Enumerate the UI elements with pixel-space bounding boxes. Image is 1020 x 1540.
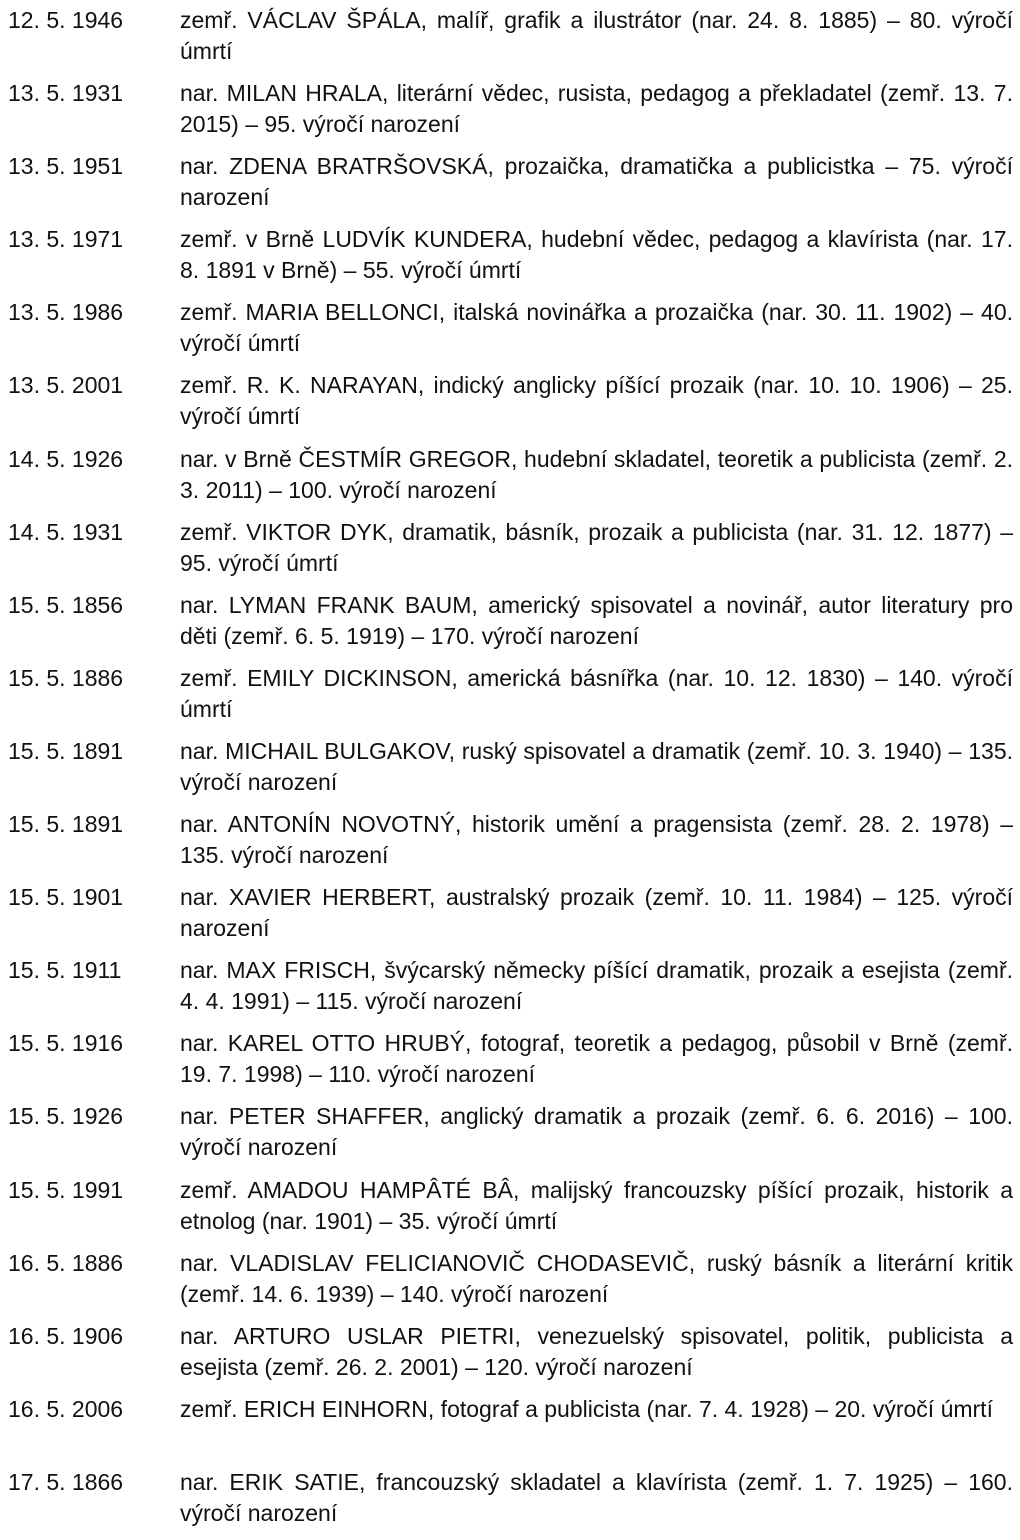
list-item xyxy=(0,1394,1020,1467)
list-item xyxy=(0,517,1020,590)
entry-date: 15. 5. 1901 xyxy=(8,884,124,911)
entry-text: nar. KAREL OTTO HRUBÝ, fotograf, teoretik a pedagog, působil v Brně (zemř. 19. 7. 1998) – 110. výročí narození xyxy=(180,1030,1013,1088)
entry-date: 16. 5. 1906 xyxy=(8,1322,124,1349)
list-item xyxy=(0,78,1020,151)
entry-date: 17. 5. 1866 xyxy=(8,1468,124,1495)
entry-date: 14. 5. 1931 xyxy=(8,518,124,545)
entry-text: nar. PETER SHAFFER, anglický dramatik a prozaik (zemř. 6. 6. 2016) – 100. výročí narození xyxy=(180,1103,1013,1161)
entry-date: 15. 5. 1916 xyxy=(8,1030,124,1057)
entry-text: nar. MICHAIL BULGAKOV, ruský spisovatel a dramatik (zemř. 10. 3. 1940) – 135. výročí narození xyxy=(180,737,1013,795)
entry-text: nar. ANTONÍN NOVOTNÝ, historik umění a pragensista (zemř. 28. 2. 1978) – 135. výročí narození xyxy=(180,811,1013,869)
entry-text: nar. LYMAN FRANK BAUM, americký spisovatel a novinář, autor literatury pro děti (zemř. 6. 5. 1919) – 170. výročí narození xyxy=(180,591,1013,649)
list-item xyxy=(0,5,1020,78)
list-item xyxy=(0,151,1020,224)
list-item xyxy=(0,882,1020,955)
list-item xyxy=(0,1028,1020,1101)
entry-date: 13. 5. 2001 xyxy=(8,372,124,399)
entry-date: 13. 5. 1986 xyxy=(8,299,124,326)
entry-text: nar. MILAN HRALA, literární vědec, rusista, pedagog a překladatel (zemř. 13. 7. 2015) – 95. výročí narození xyxy=(180,80,1013,138)
entry-date: 12. 5. 1946 xyxy=(8,7,124,33)
list-item xyxy=(0,297,1020,370)
entry-date: 15. 5. 1891 xyxy=(8,737,124,764)
entry-text: zemř. v Brně LUDVÍK KUNDERA, hudební vědec, pedagog a klavírista (nar. 17. 8. 1891 v Brně) – 55. výročí úmrtí xyxy=(180,226,1013,284)
entry-text: zemř. AMADOU HAMPÂTÉ BÂ, malijský francouzsky píšící prozaik, historik a etnolog (nar. 1901) – 35. výročí úmrtí xyxy=(180,1176,1013,1234)
entry-text: zemř. ERICH EINHORN, fotograf a publicista (nar. 7. 4. 1928) – 20. výročí úmrtí xyxy=(180,1395,993,1422)
entry-text: zemř. VIKTOR DYK, dramatik, básník, prozaik a publicista (nar. 31. 12. 1877) – 95. výročí úmrtí xyxy=(180,518,1013,576)
list-item xyxy=(0,590,1020,663)
entry-text: zemř. VÁCLAV ŠPÁLA, malíř, grafik a ilustrátor (nar. 24. 8. 1885) – 80. výročí úmrtí xyxy=(180,7,1013,64)
list-item xyxy=(0,444,1020,517)
entry-date: 15. 5. 1891 xyxy=(8,811,124,838)
entry-date: 15. 5. 1856 xyxy=(8,591,124,618)
entry-text: nar. v Brně ČESTMÍR GREGOR, hudební skladatel, teoretik a publicista (zemř. 2. 3. 2011) – 100. výročí narození xyxy=(180,445,1013,503)
entry-date: 13. 5. 1971 xyxy=(8,226,124,253)
list-item xyxy=(0,1101,1020,1174)
entry-text: nar. XAVIER HERBERT, australský prozaik (zemř. 10. 11. 1984) – 125. výročí narození xyxy=(180,884,1013,942)
entry-text: nar. VLADISLAV FELICIANOVIČ CHODASEVIČ, ruský básník a literární kritik (zemř. 14. 6. 1939) – 140. výročí narození xyxy=(180,1249,1013,1307)
list-item xyxy=(0,663,1020,736)
list-item xyxy=(0,1321,1020,1394)
entry-date: 15. 5. 1911 xyxy=(8,957,122,984)
entry-text: nar. ZDENA BRATRŠOVSKÁ, prozaička, dramatička a publicistka – 75. výročí narození xyxy=(180,153,1013,211)
entry-text: nar. ERIK SATIE, francouzský skladatel a klavírista (zemř. 1. 7. 1925) – 160. výročí narození xyxy=(180,1468,1013,1526)
list-item xyxy=(0,224,1020,297)
entry-text: nar. MAX FRISCH, švýcarský německy píšící dramatik, prozaik a esejista (zemř. 4. 4. 1991) – 115. výročí narození xyxy=(180,957,1013,1015)
list-item xyxy=(0,1467,1020,1540)
entry-date: 13. 5. 1951 xyxy=(8,153,124,180)
list-item xyxy=(0,955,1020,1028)
list-item xyxy=(0,809,1020,882)
entry-date: 15. 5. 1886 xyxy=(8,664,124,691)
entry-date: 14. 5. 1926 xyxy=(8,445,124,472)
entry-text: zemř. EMILY DICKINSON, americká básnířka (nar. 10. 12. 1830) – 140. výročí úmrtí xyxy=(180,664,1013,722)
list-item xyxy=(0,1175,1020,1248)
entry-text: zemř. MARIA BELLONCI, italská novinářka a prozaička (nar. 30. 11. 1902) – 40. výročí úmrtí xyxy=(180,299,1013,357)
list-item xyxy=(0,370,1020,443)
entry-date: 13. 5. 1931 xyxy=(8,80,124,107)
entry-date: 15. 5. 1991 xyxy=(8,1176,124,1203)
list-item xyxy=(0,1248,1020,1321)
list-item xyxy=(0,736,1020,809)
entry-text: nar. ARTURO USLAR PIETRI, venezuelský spisovatel, politik, publicista a esejista (zemř. 26. 2. 2001) – 120. výročí narození xyxy=(180,1322,1013,1380)
entry-date: 16. 5. 1886 xyxy=(8,1249,124,1276)
entry-text: zemř. R. K. NARAYAN, indický anglicky píšící prozaik (nar. 10. 10. 1906) – 25. výročí úmrtí xyxy=(180,372,1013,430)
entry-date: 16. 5. 2006 xyxy=(8,1395,124,1422)
entry-date: 15. 5. 1926 xyxy=(8,1103,124,1130)
